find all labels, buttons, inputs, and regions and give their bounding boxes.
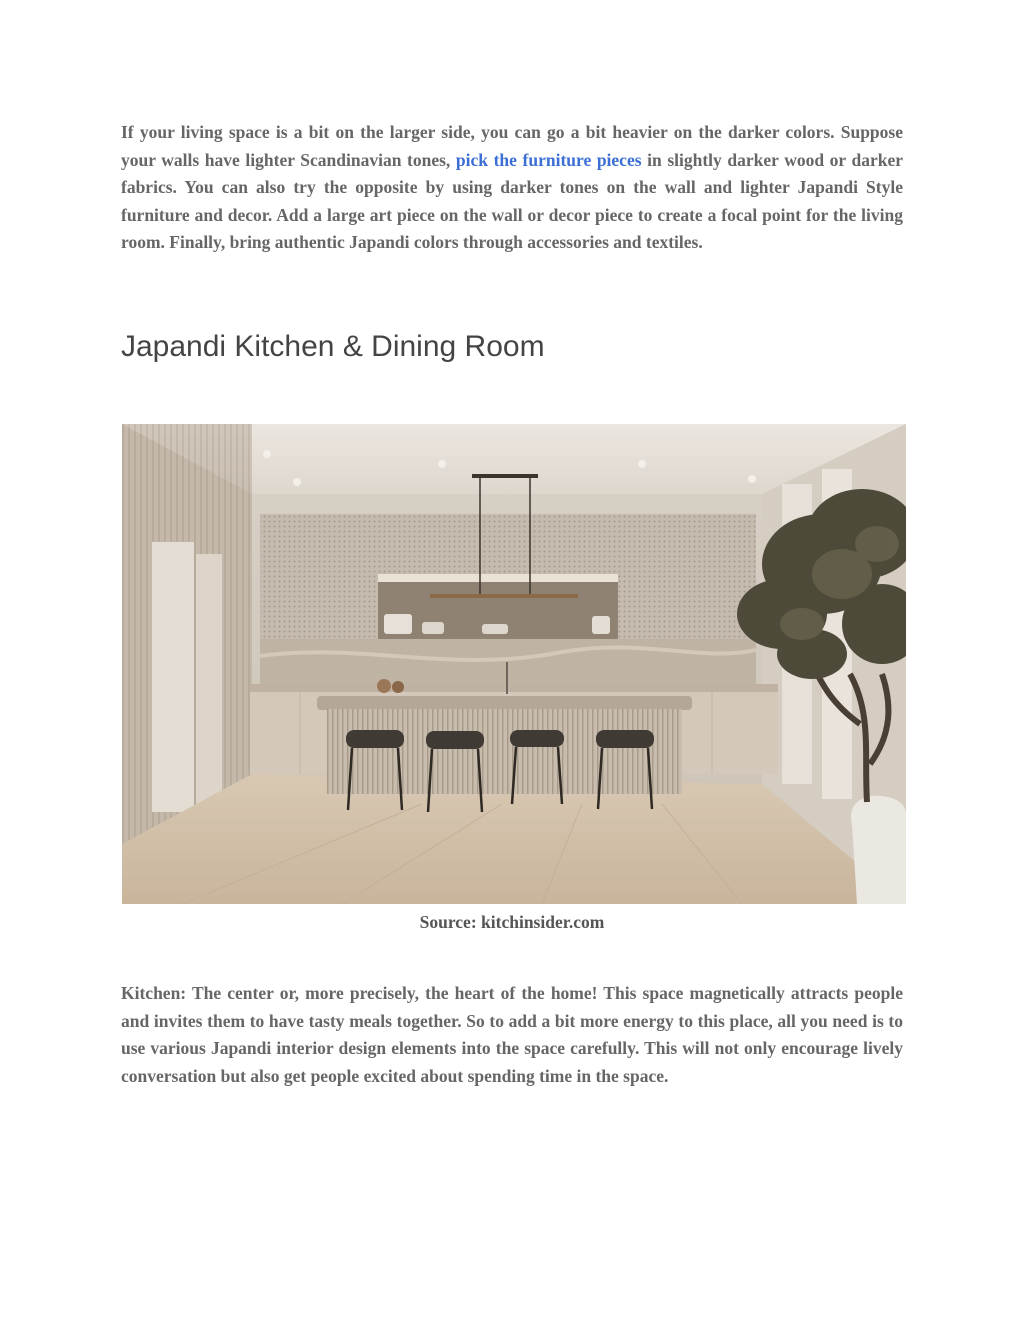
image-caption: Source: kitchinsider.com	[419, 912, 605, 932]
kitchen-photo	[122, 424, 906, 904]
intro-text-after-link: in slightly darker wood or darker fabrics. You can also try the opposite by using darker tones on the wall and lighter Japandi Style furniture and decor. Add a large art piece on the wall or decor piece to create a focal point for the living room. Finally, bring authentic Japandi colors through accessories and textiles.	[121, 149, 903, 252]
intro-paragraph	[121, 119, 903, 257]
section-heading: Japandi Kitchen & Dining Room	[121, 330, 545, 363]
kitchen-paragraph: Kitchen: The center or, more precisely, the heart of the home! This space magnetically attracts people and invites them to have tasty meals together. So to add a bit more energy to this place, all you need is to use various Japandi interior design elements into the space carefully. This will not only encourage lively conversation but also get people excited about spending time in the space.	[121, 983, 903, 1086]
furniture-pieces-link[interactable]: pick the furniture pieces	[455, 149, 642, 170]
intro-text-before-link: If your living space is a bit on the larger side, you can go a bit heavier on the darker colors. Suppose your walls have lighter Scandinavian tones,	[121, 122, 903, 170]
